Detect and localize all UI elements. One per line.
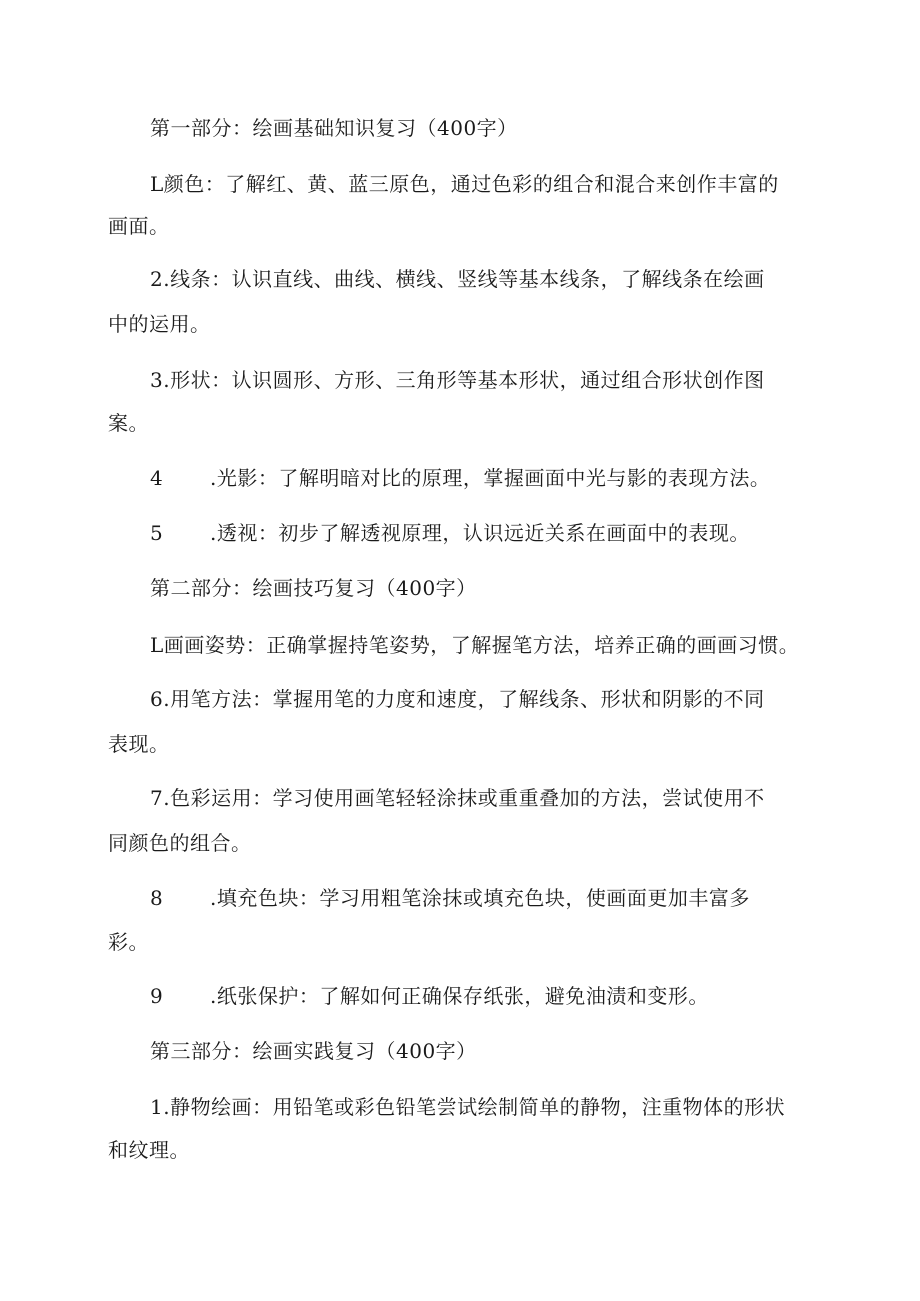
section-3-heading: 第三部分：绘画实践复习（400字）	[150, 1039, 477, 1063]
s1-item-5	[150, 519, 750, 547]
s3-item-1-line-1: 1.静物绘画：用铅笔或彩色铅笔尝试绘制简单的静物，注重物体的形状	[150, 1095, 786, 1119]
s2-item-8-line-2: 彩。	[108, 930, 149, 954]
s1-item-4	[150, 464, 770, 492]
s2-item-9-text: .纸张保护：了解如何正确保存纸张，避免油渍和变形。	[210, 984, 709, 1008]
s1-item-1-line-2: 画面。	[108, 214, 170, 238]
s2-item-6-line-2: 表现。	[108, 732, 170, 756]
s1-item-5-text: .透视：初步了解透视原理，认识远近关系在画面中的表现。	[210, 521, 750, 545]
s1-item-5-number: 5	[150, 521, 164, 545]
s1-item-2-line-1: 2.线条：认识直线、曲线、横线、竖线等基本线条，了解线条在绘画	[150, 267, 765, 291]
s2-item-9-number: 9	[150, 984, 164, 1008]
s2-item-8-number: 8	[150, 886, 164, 910]
s1-item-3-line-1: 3.形状：认识圆形、方形、三角形等基本形状，通过组合形状创作图	[150, 368, 765, 392]
s3-item-1-line-2: 和纹理。	[108, 1138, 190, 1162]
section-2-heading: 第二部分：绘画技巧复习（400字）	[150, 576, 477, 600]
s2-item-8-text: .填充色块：学习用粗笔涂抹或填充色块，使画面更加丰富多	[210, 886, 750, 910]
s1-item-1-line-1: L颜色：了解红、黄、蓝三原色，通过色彩的组合和混合来创作丰富的	[150, 172, 779, 196]
s1-item-2-line-2: 中的运用。	[108, 312, 211, 336]
s2-item-7-line-1: 7.色彩运用：学习使用画笔轻轻涂抹或重重叠加的方法，尝试使用不	[150, 786, 765, 810]
s2-item-9	[150, 982, 709, 1010]
s1-item-4-number: 4	[150, 466, 164, 490]
s2-item-7-line-2: 同颜色的组合。	[108, 831, 252, 855]
s2-item-6-line-1: 6.用笔方法：掌握用笔的力度和速度，了解线条、形状和阴影的不同	[150, 687, 765, 711]
s1-item-3-line-2: 案。	[108, 411, 149, 435]
section-1-heading: 第一部分：绘画基础知识复习（400字）	[150, 116, 518, 140]
s1-item-4-text: .光影：了解明暗对比的原理，掌握画面中光与影的表现方法。	[210, 466, 771, 490]
s2-item-8	[150, 884, 750, 912]
s2-item-1-line-1: L画画姿势：正确掌握持笔姿势，了解握笔方法，培养正确的画画习惯。	[150, 633, 800, 657]
